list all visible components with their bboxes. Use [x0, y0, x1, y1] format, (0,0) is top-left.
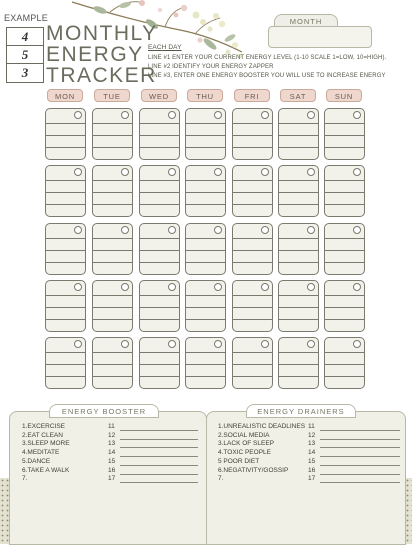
day-cell-line [140, 123, 179, 124]
day-cell[interactable] [232, 165, 273, 217]
day-cell-line [93, 364, 132, 365]
day-number-circle [121, 168, 129, 176]
day-cell-line [279, 250, 318, 251]
booster-item: 6.TAKE A WALK [22, 466, 70, 474]
day-cell-line [46, 123, 85, 124]
day-cell-line [325, 192, 364, 193]
day-cell-line [186, 376, 225, 377]
day-number-circle [261, 283, 269, 291]
day-cell-line [279, 135, 318, 136]
drainers-number: 17 [308, 475, 316, 483]
day-number-circle [121, 226, 129, 234]
drainers-item: 7. [218, 475, 224, 483]
drainers-number: 11 [308, 423, 315, 430]
day-cell-line [186, 262, 225, 263]
day-cell-line [46, 135, 85, 136]
day-cell-line [279, 204, 318, 205]
day-cell-line [46, 319, 85, 320]
drainers-number: 14 [308, 449, 316, 457]
day-cell[interactable] [92, 165, 133, 217]
day-cell-line [325, 250, 364, 251]
drainers-item: 5 POOR DIET [218, 457, 260, 465]
day-cell-line [325, 307, 364, 308]
drainers-write-line[interactable] [320, 482, 400, 483]
day-number-circle [168, 226, 176, 234]
day-cell-line [46, 250, 85, 251]
booster-write-line[interactable] [120, 456, 198, 457]
day-cell-line [186, 352, 225, 353]
day-cell-line [279, 147, 318, 148]
day-cell-line [325, 204, 364, 205]
day-cell-line [186, 204, 225, 205]
booster-number: 12 [108, 431, 116, 439]
day-cell-line [325, 123, 364, 124]
day-cell-line [186, 147, 225, 148]
day-cell-line [93, 262, 132, 263]
day-cell-line [279, 307, 318, 308]
day-cell[interactable] [185, 223, 226, 275]
day-cell-line [279, 364, 318, 365]
weekday-header-fri: FRI [234, 89, 270, 102]
day-cell-line [93, 319, 132, 320]
day-cell-line [233, 135, 272, 136]
weekday-header-wed: WED [141, 89, 177, 102]
day-number-circle [353, 226, 361, 234]
day-cell-line [93, 180, 132, 181]
day-cell-line [93, 147, 132, 148]
day-cell-line [186, 307, 225, 308]
day-cell[interactable] [278, 337, 319, 389]
day-cell-line [46, 376, 85, 377]
day-cell[interactable] [232, 280, 273, 332]
day-cell-line [233, 262, 272, 263]
booster-write-line[interactable] [120, 430, 198, 431]
day-cell-line [140, 180, 179, 181]
booster-item: 7. [22, 475, 28, 483]
day-cell[interactable] [324, 337, 365, 389]
day-number-circle [168, 168, 176, 176]
day-number-circle [353, 283, 361, 291]
booster-item: 1.EXCERCISE [22, 423, 65, 430]
day-cell-line [46, 295, 85, 296]
day-cell-line [233, 295, 272, 296]
day-cell-line [140, 319, 179, 320]
day-cell[interactable] [278, 108, 319, 160]
day-number-circle [168, 111, 176, 119]
day-cell-line [186, 192, 225, 193]
booster-number: 17 [108, 475, 116, 483]
day-cell-line [279, 123, 318, 124]
day-cell-line [325, 262, 364, 263]
booster-write-line[interactable] [120, 465, 198, 466]
weekday-header-tue: TUE [94, 89, 130, 102]
day-cell-line [140, 250, 179, 251]
example-box [6, 27, 44, 83]
day-number-circle [353, 340, 361, 348]
day-number-circle [121, 283, 129, 291]
weekday-header-mon: MON [47, 89, 83, 102]
day-cell-line [186, 238, 225, 239]
day-number-circle [261, 168, 269, 176]
day-cell[interactable] [185, 165, 226, 217]
drainers-item: 3.LACK OF SLEEP [218, 440, 274, 448]
booster-item: 2.EAT CLEAN [22, 431, 63, 439]
day-cell[interactable] [45, 337, 86, 389]
booster-number: 13 [108, 440, 116, 448]
day-cell[interactable] [232, 108, 273, 160]
day-cell-line [233, 238, 272, 239]
day-number-circle [214, 226, 222, 234]
day-cell[interactable] [324, 223, 365, 275]
drainers-write-line[interactable] [320, 447, 400, 448]
day-cell-line [140, 262, 179, 263]
day-cell-line [140, 192, 179, 193]
day-cell-line [46, 364, 85, 365]
instructions-line-1: LINE #1 ENTER YOUR CURRENT ENERGY LEVEL (1-10 SCALE 1=LOW, 10=HIGH). [148, 55, 387, 61]
day-cell-line [93, 376, 132, 377]
day-cell-line [140, 352, 179, 353]
drainers-item: 2.SOCIAL MEDIA [218, 431, 270, 439]
example-value-1: 4 [7, 28, 43, 46]
day-cell-line [279, 295, 318, 296]
day-number-circle [74, 283, 82, 291]
day-cell-line [46, 262, 85, 263]
day-cell[interactable] [324, 165, 365, 217]
day-cell-line [325, 295, 364, 296]
day-cell-line [46, 352, 85, 353]
title-line-3: TRACKER [46, 64, 157, 87]
day-cell-line [140, 376, 179, 377]
day-number-circle [121, 340, 129, 348]
day-number-circle [307, 226, 315, 234]
day-cell-line [186, 364, 225, 365]
booster-number: 15 [108, 457, 116, 465]
example-value-2: 5 [7, 46, 43, 64]
booster-write-line[interactable] [120, 447, 198, 448]
day-cell[interactable] [185, 280, 226, 332]
day-cell[interactable] [139, 165, 180, 217]
title-line-2: ENERGY [46, 43, 144, 66]
day-cell-line [325, 376, 364, 377]
drainers-number: 12 [308, 431, 316, 439]
day-number-circle [261, 226, 269, 234]
day-number-circle [168, 283, 176, 291]
day-cell-line [325, 352, 364, 353]
weekday-header-thu: THU [187, 89, 223, 102]
day-cell-line [325, 147, 364, 148]
instructions-line-2: LINE #2 IDENTIFY YOUR ENERGY ZAPPER [148, 64, 274, 70]
month-label: MONTH [274, 14, 338, 28]
month-input[interactable] [268, 26, 372, 48]
day-cell-line [325, 319, 364, 320]
weekday-header-sat: SAT [280, 89, 316, 102]
day-number-circle [353, 111, 361, 119]
day-cell-line [46, 192, 85, 193]
day-number-circle [214, 111, 222, 119]
booster-item: 5.DANCE [22, 457, 51, 465]
day-cell-line [186, 135, 225, 136]
drainers-number: 16 [308, 466, 316, 474]
drainers-number: 15 [308, 457, 316, 465]
drainers-item: 6.NEGATIVITY/GOSSIP [218, 466, 289, 474]
booster-item: 4.MEDITATE [22, 449, 60, 457]
day-cell-line [93, 295, 132, 296]
day-cell[interactable] [278, 280, 319, 332]
day-cell[interactable] [324, 280, 365, 332]
day-cell-line [140, 307, 179, 308]
day-number-circle [121, 111, 129, 119]
day-cell-line [233, 147, 272, 148]
day-cell-line [279, 238, 318, 239]
day-cell-line [46, 307, 85, 308]
day-cell-line [233, 319, 272, 320]
day-cell-line [93, 135, 132, 136]
day-cell-line [279, 319, 318, 320]
day-cell[interactable] [232, 223, 273, 275]
drainers-write-line[interactable] [320, 430, 400, 431]
day-cell-line [233, 352, 272, 353]
day-cell-line [46, 204, 85, 205]
day-cell-line [93, 250, 132, 251]
day-cell-line [325, 238, 364, 239]
day-cell-line [186, 295, 225, 296]
day-cell[interactable] [45, 280, 86, 332]
day-number-circle [353, 168, 361, 176]
day-number-circle [168, 340, 176, 348]
booster-number: 11 [108, 423, 115, 430]
day-cell-line [93, 123, 132, 124]
day-cell[interactable] [185, 337, 226, 389]
day-cell-line [233, 123, 272, 124]
booster-number: 16 [108, 466, 116, 474]
day-cell-line [186, 250, 225, 251]
day-number-circle [214, 283, 222, 291]
day-cell[interactable] [139, 280, 180, 332]
day-cell-line [140, 135, 179, 136]
day-cell-line [233, 307, 272, 308]
day-cell[interactable] [92, 280, 133, 332]
day-cell-line [325, 364, 364, 365]
day-cell-line [46, 147, 85, 148]
day-cell-line [140, 238, 179, 239]
weekday-header-sun: SUN [326, 89, 362, 102]
example-value-3: 3 [21, 65, 29, 80]
day-cell-line [140, 364, 179, 365]
day-cell-line [279, 262, 318, 263]
day-cell[interactable] [139, 337, 180, 389]
day-cell[interactable] [45, 223, 86, 275]
day-cell-line [140, 204, 179, 205]
day-cell-line [279, 192, 318, 193]
day-cell-line [325, 135, 364, 136]
day-cell[interactable] [45, 108, 86, 160]
day-number-circle [74, 111, 82, 119]
day-cell[interactable] [139, 108, 180, 160]
day-cell-line [93, 204, 132, 205]
day-cell-line [46, 238, 85, 239]
day-cell-line [140, 295, 179, 296]
day-cell-line [93, 192, 132, 193]
day-cell[interactable] [139, 223, 180, 275]
day-cell-line [46, 180, 85, 181]
drainers-write-line[interactable] [320, 456, 400, 457]
title-line-1: MONTHLY [46, 22, 158, 45]
day-cell-line [186, 180, 225, 181]
booster-write-line[interactable] [120, 482, 198, 483]
day-number-circle [307, 168, 315, 176]
day-cell[interactable] [92, 337, 133, 389]
day-cell[interactable] [185, 108, 226, 160]
energy-booster-title: ENERGY BOOSTER [49, 404, 159, 418]
day-cell-line [186, 123, 225, 124]
day-cell[interactable] [45, 165, 86, 217]
day-cell-line [279, 180, 318, 181]
day-cell-line [233, 204, 272, 205]
day-cell-line [325, 180, 364, 181]
day-cell[interactable] [278, 165, 319, 217]
day-number-circle [307, 111, 315, 119]
example-label: EXAMPLE [4, 13, 48, 23]
day-cell-line [140, 147, 179, 148]
day-number-circle [261, 111, 269, 119]
day-cell[interactable] [232, 337, 273, 389]
drainers-number: 13 [308, 440, 316, 448]
drainers-item: 1.UNREALISTIC DEADLINES [218, 423, 306, 430]
day-cell-line [233, 376, 272, 377]
booster-number: 14 [108, 449, 116, 457]
instructions-heading: EACH DAY [148, 44, 182, 51]
drainers-write-line[interactable] [320, 474, 400, 475]
day-number-circle [74, 226, 82, 234]
day-cell[interactable] [92, 223, 133, 275]
day-cell-line [233, 180, 272, 181]
instructions-line-3: LINE #3, ENTER ONE ENERGY BOOSTER YOU WILL USE TO INCREASE ENERGY [148, 73, 386, 79]
day-cell-line [93, 307, 132, 308]
day-cell[interactable] [92, 108, 133, 160]
day-cell-line [93, 352, 132, 353]
booster-item: 3.SLEEP MORE [22, 440, 70, 448]
day-cell-line [233, 192, 272, 193]
day-cell[interactable] [324, 108, 365, 160]
day-number-circle [74, 168, 82, 176]
day-cell-line [233, 250, 272, 251]
day-number-circle [214, 340, 222, 348]
booster-write-line[interactable] [120, 439, 198, 440]
day-number-circle [307, 340, 315, 348]
day-cell-line [279, 376, 318, 377]
drainers-item: 4.TOXIC PEOPLE [218, 449, 271, 457]
day-number-circle [74, 340, 82, 348]
day-number-circle [214, 168, 222, 176]
day-cell-line [279, 352, 318, 353]
day-number-circle [307, 283, 315, 291]
day-number-circle [261, 340, 269, 348]
day-cell[interactable] [278, 223, 319, 275]
energy-drainers-title: ENERGY DRAINERS [246, 404, 356, 418]
day-cell-line [93, 238, 132, 239]
booster-write-line[interactable] [120, 474, 198, 475]
day-cell-line [233, 364, 272, 365]
drainers-write-line[interactable] [320, 439, 400, 440]
drainers-write-line[interactable] [320, 465, 400, 466]
day-cell-line [186, 319, 225, 320]
